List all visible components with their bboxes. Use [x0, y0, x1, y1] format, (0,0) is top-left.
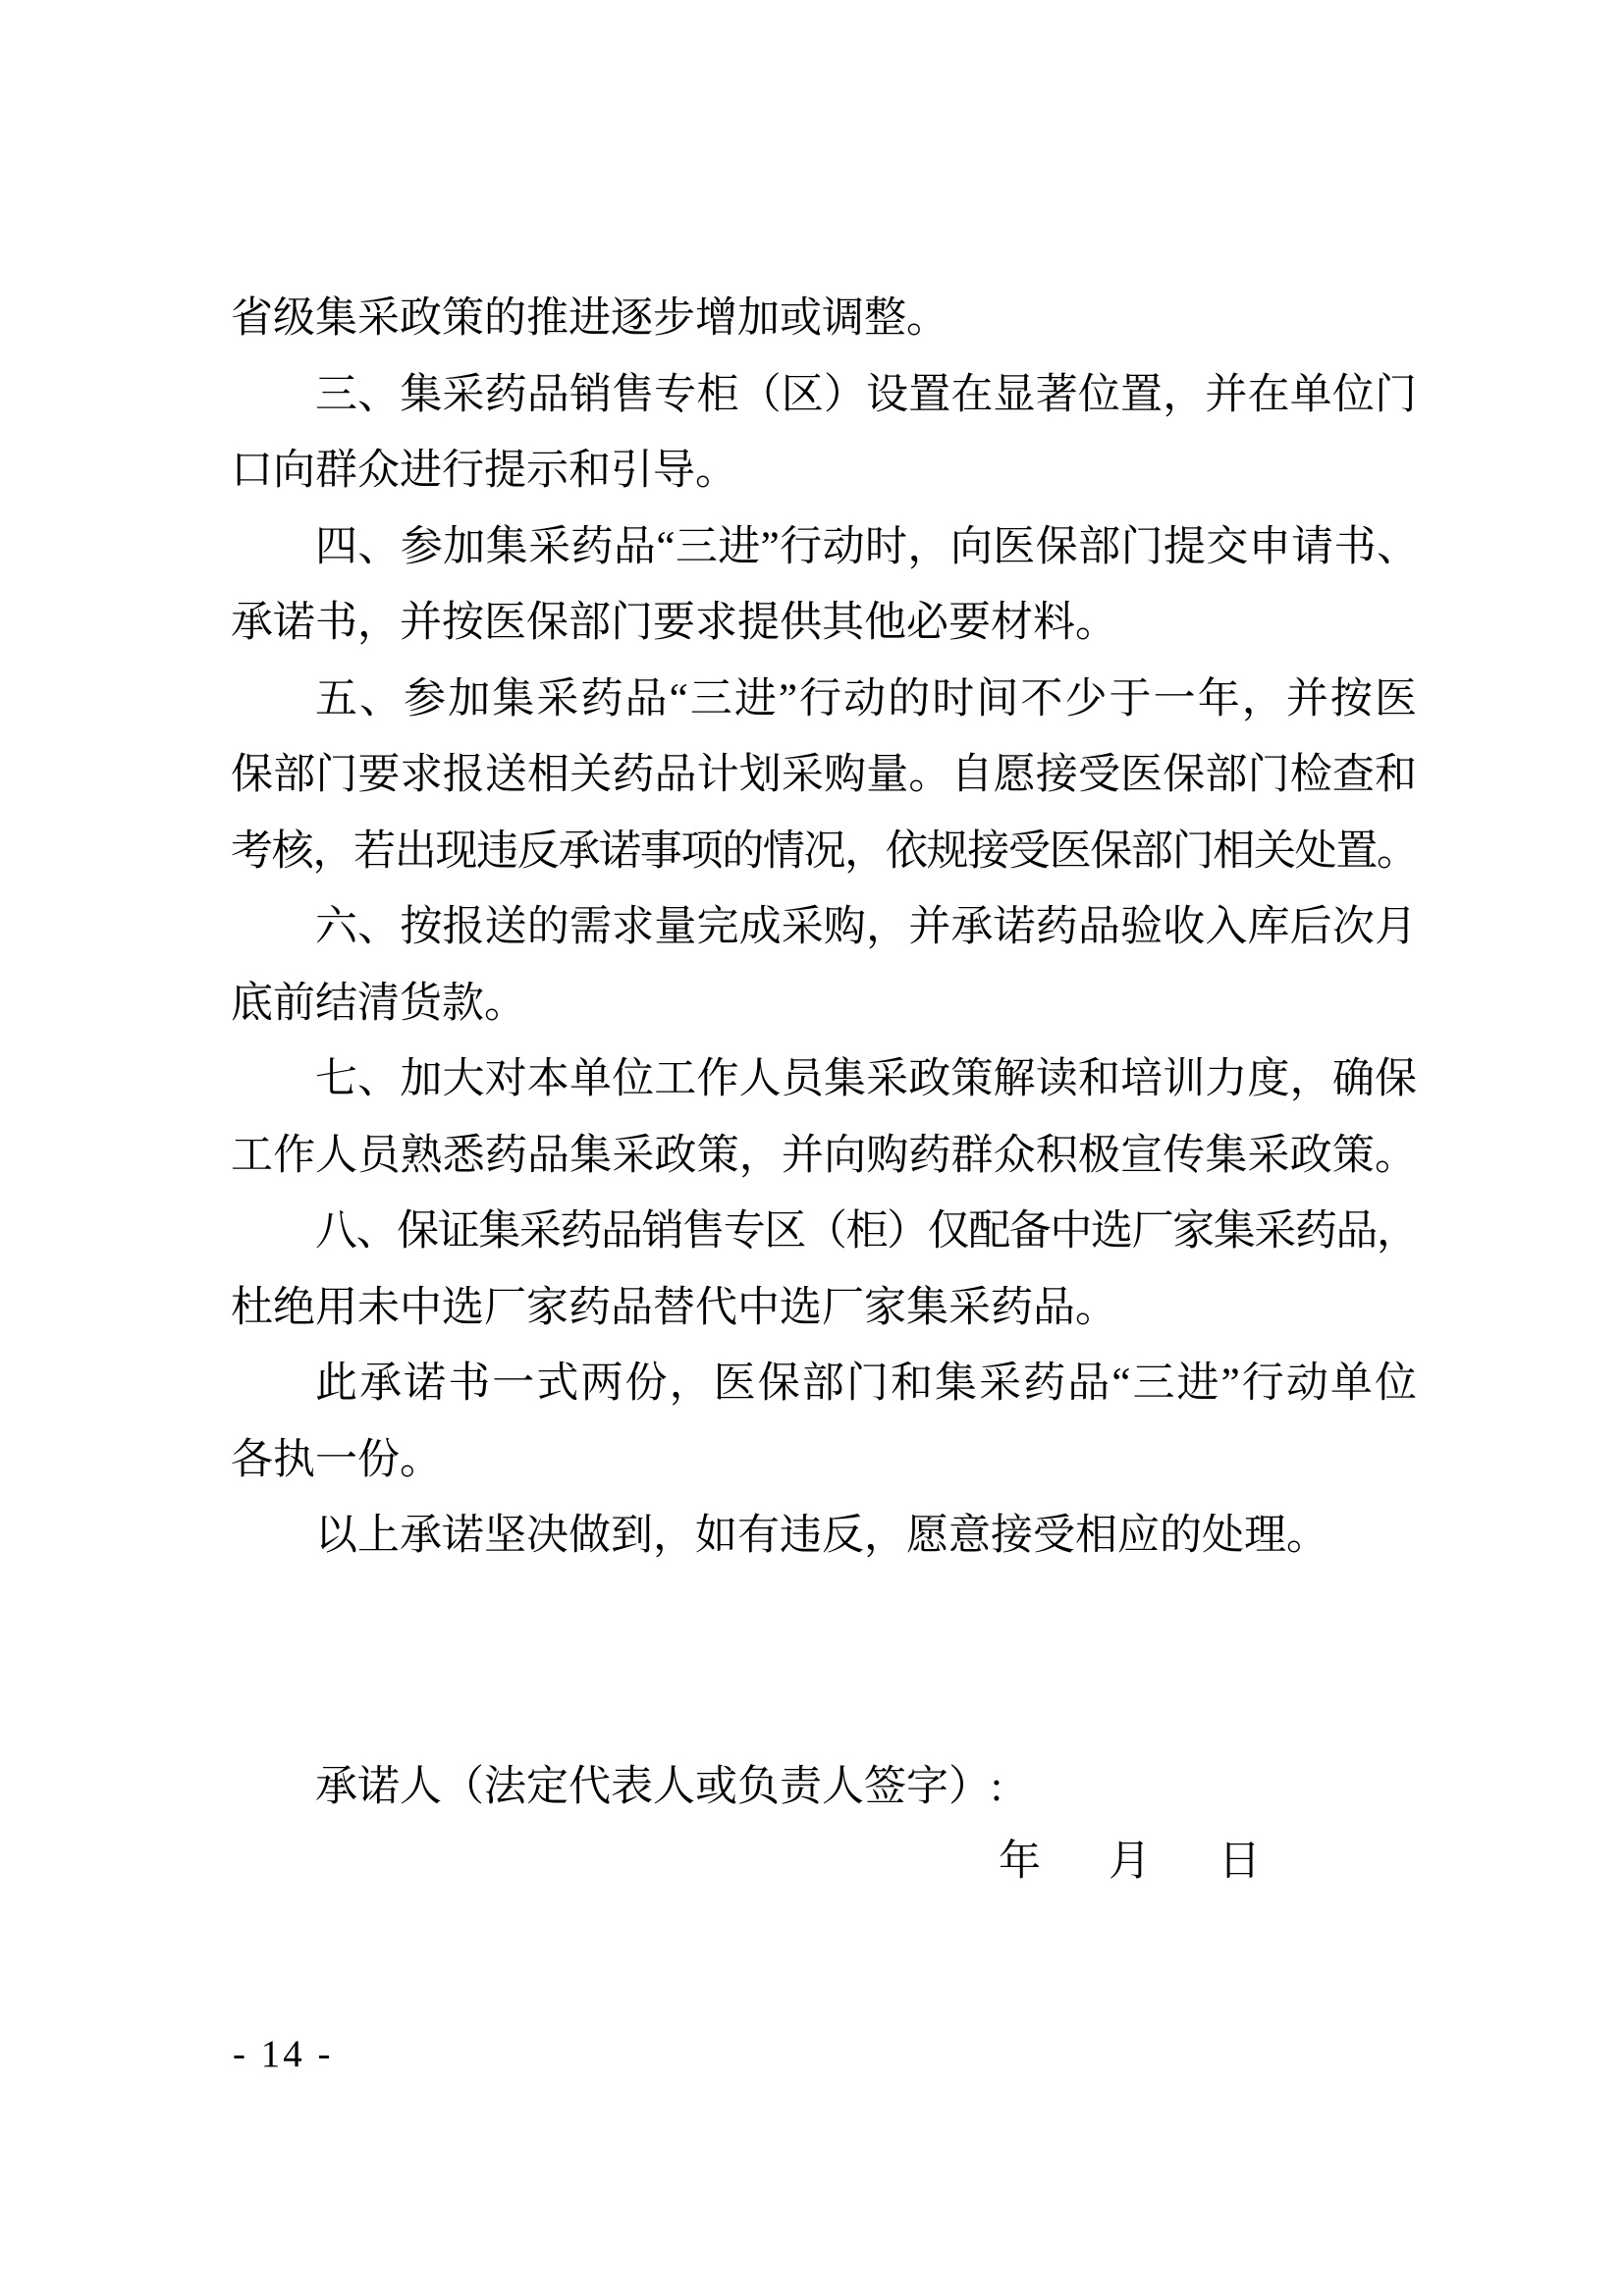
text-line: 工作人员熟悉药品集采政策，并向购药群众积极宣传集采政策。: [231, 1132, 1417, 1179]
text-line: 省级集采政策的推进逐步增加或调整。: [231, 295, 948, 342]
text-line: 承诺书，并按医保部门要求提供其他必要材料。: [231, 600, 1117, 646]
date-day-label: 日: [1218, 1839, 1261, 1885]
text-line: 保部门要求报送相关药品计划采购量。自愿接受医保部门检查和: [231, 752, 1417, 798]
text-line: 底前结清货款。: [231, 980, 526, 1027]
date-month-label: 月: [1109, 1839, 1151, 1885]
text-line: 各执一份。: [231, 1436, 442, 1483]
text-line: 六、按报送的需求量完成采购，并承诺药品验收入库后次月: [315, 904, 1417, 950]
text-line: 四、参加集采药品“三进”行动时，向医保部门提交申请书、: [315, 523, 1417, 570]
text-line: 杜绝用未中选厂家药品替代中选厂家集采药品。: [231, 1284, 1117, 1331]
text-line: 此承诺书一式两份，医保部门和集采药品“三进”行动单位: [315, 1361, 1417, 1407]
text-line: 七、加大对本单位工作人员集采政策解读和培训力度，确保: [315, 1056, 1417, 1102]
page-number: - 14 -: [233, 2033, 334, 2075]
text-line: 三、集采药品销售专柜（区）设置在显著位置，并在单位门: [315, 371, 1417, 418]
text-line: 口向群众进行提示和引导。: [231, 448, 737, 494]
signature-label: 承诺人（法定代表人或负责人签字）:: [315, 1764, 1002, 1810]
document-body: [231, 281, 1417, 1575]
text-line: 八、保证集采药品销售专区（柜）仅配备中选厂家集采药品，: [315, 1208, 1417, 1255]
text-line: 五、参加集采药品“三进”行动的时间不少于一年，并按医: [315, 675, 1417, 722]
text-line: 以上承诺坚决做到，如有违反，愿意接受相应的处理。: [315, 1513, 1328, 1559]
text-line: 考核，若出现违反承诺事项的情况，依规接受医保部门相关处置。: [231, 828, 1417, 875]
date-year-label: 年: [999, 1839, 1041, 1885]
signature-date-line: [999, 1824, 1261, 1900]
